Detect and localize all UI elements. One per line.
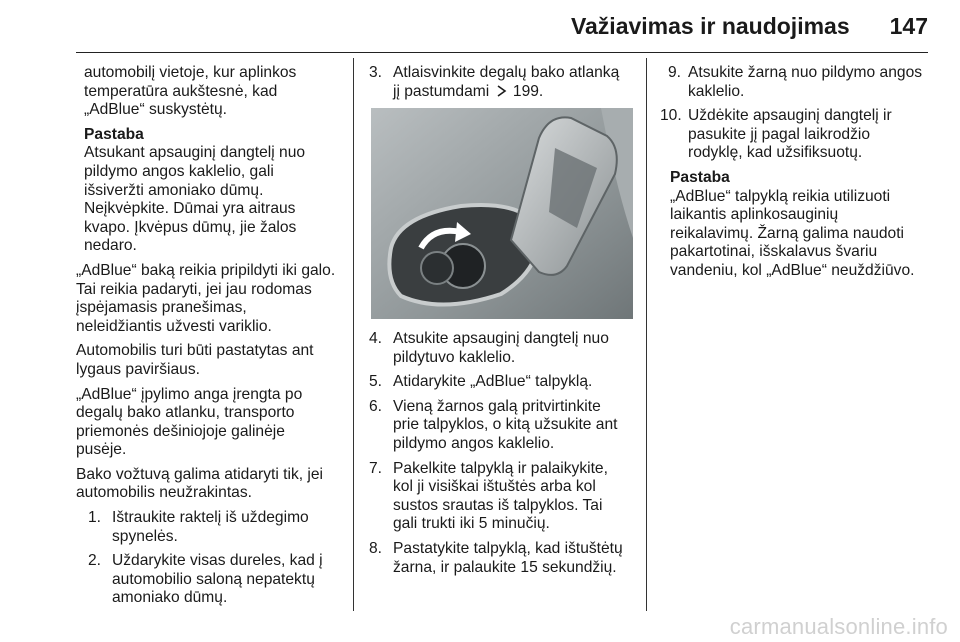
- text-line: automobilį vietoje, kur aplinkos: [84, 64, 297, 81]
- text-line: rodyklę, kad užsifiksuotų.: [688, 144, 863, 162]
- text-line: Neįkvėpkite. Dūmai yra aitraus: [84, 200, 296, 218]
- text-line: amoniako dūmų.: [112, 589, 228, 607]
- step-number: 9.: [668, 64, 682, 81]
- text-line: kaklelio.: [688, 82, 745, 100]
- text-line: pusėje.: [76, 441, 127, 459]
- text-line: „AdBlue“ įpylimo anga įrengta po: [76, 385, 303, 403]
- text-line: degalų bako atlanku, transporto: [76, 404, 295, 422]
- column-divider-2: [646, 58, 647, 611]
- step-list: [369, 64, 639, 101]
- text-line: nedaro.: [84, 237, 137, 255]
- text-line: neleidžiantis užvesti variklio.: [76, 317, 272, 335]
- section-title: Važiavimas ir naudojimas: [570, 12, 850, 39]
- list-item: [369, 540, 641, 577]
- step-number: 5.: [369, 373, 383, 391]
- text-line: Atlaisvinkite degalų bako atlanką: [393, 64, 620, 81]
- step-list: [369, 330, 641, 577]
- column-1: [76, 64, 346, 614]
- list-item: [660, 107, 946, 163]
- text-line: kol ji visiškai ištuštės arba kol: [393, 478, 596, 496]
- text-line: išsiveržti amoniako dūmų.: [84, 181, 264, 199]
- page-number: 147: [889, 12, 928, 39]
- list-item: [369, 64, 639, 101]
- step-list: [660, 64, 946, 163]
- text-line: reikalavimų. Žarną galima naudoti: [670, 224, 905, 242]
- step-list: [76, 509, 346, 608]
- list-item: [369, 398, 641, 454]
- text-line: pildytuvo kaklelio.: [393, 348, 516, 366]
- step-number: 6.: [369, 397, 383, 415]
- fuel-filler-photo: [371, 108, 633, 319]
- text-line: gali trukti iki 5 minučių.: [393, 515, 550, 533]
- text-line: pildymo angos kaklelio.: [393, 434, 555, 452]
- page-ref-arrow-icon[interactable]: [496, 85, 507, 97]
- text-line: Atsukite apsauginį dangtelį nuo: [393, 330, 609, 347]
- text-fragment: jį pastumdami: [393, 82, 490, 100]
- text-line: vandeniu, kol „AdBlue“ neuždžiūvo.: [670, 261, 915, 279]
- text-line: pasukite jį pagal laikrodžio: [688, 125, 871, 143]
- text-line: automobilio saloną nepatektų: [112, 570, 315, 588]
- page-header: [0, 6, 928, 46]
- list-item: [88, 509, 346, 546]
- note-title: Pastaba: [84, 125, 144, 143]
- page-ref[interactable]: 199.: [512, 82, 544, 100]
- paragraph: [76, 386, 346, 460]
- paragraph: [76, 466, 346, 503]
- text-line: pildymo angos kaklelio, gali: [84, 162, 274, 180]
- text-line: Pastatykite talpyklą, kad ištuštėtų: [393, 539, 623, 557]
- text-line: Bako vožtuvą galima atidaryti tik, jei: [76, 465, 324, 483]
- text-line: „AdBlue“ baką reikia pripildyti iki galo.: [76, 261, 336, 279]
- text-line: lygaus paviršiaus.: [76, 360, 200, 378]
- text-line: Uždarykite visas dureles, kad į: [112, 552, 323, 570]
- list-item: [660, 64, 946, 101]
- text-line: Ištraukite raktelį iš uždegimo: [112, 509, 309, 527]
- list-item: [369, 330, 641, 367]
- note-block: [660, 169, 946, 281]
- text-line: Atidarykite „AdBlue“ talpyklą.: [393, 373, 593, 391]
- text-line: kvapo. Įkvėpus dūmų, jie žalos: [84, 218, 297, 236]
- step-number: 10.: [660, 107, 682, 125]
- text-line: Atsukant apsauginį dangtelį nuo: [84, 144, 306, 162]
- text-line: Tai reikia padaryti, jei jau rodomas: [76, 280, 312, 298]
- step-number: 4.: [369, 330, 383, 347]
- text-line: Pakelkite talpyklą ir palaikykite,: [393, 459, 608, 477]
- intro-paragraph: [76, 64, 346, 120]
- list-item: [369, 460, 641, 534]
- list-item: [369, 373, 641, 392]
- note-title: Pastaba: [670, 168, 730, 186]
- text-line: [393, 83, 639, 102]
- text-line: įspėjamasis pranešimas,: [76, 299, 247, 317]
- text-line: žarna, ir palaukite 15 sekundžių.: [393, 558, 617, 576]
- text-line: „AdBlue“ suskystėtų.: [84, 101, 228, 119]
- fuel-filler-illustration: [371, 108, 633, 319]
- header-rule: [76, 52, 928, 53]
- text-line: prie talpyklos, o kitą užsukite ant: [393, 416, 618, 434]
- paragraph: [76, 342, 346, 379]
- note-block: [76, 126, 346, 256]
- text-line: Atsukite žarną nuo pildymo angos: [688, 64, 923, 81]
- column-3: [660, 64, 946, 281]
- step-number: 2.: [88, 552, 102, 570]
- text-line: Vieną žarnos galą pritvirtinkite: [393, 397, 601, 415]
- text-line: automobilis neužrakintas.: [76, 484, 252, 502]
- step-number: 8.: [369, 539, 383, 557]
- step-number: 7.: [369, 459, 383, 477]
- paragraph: [76, 262, 346, 336]
- text-line: priemonės dešiniojoje galinėje: [76, 422, 285, 440]
- list-item: [88, 552, 346, 608]
- text-line: Uždėkite apsauginį dangtelį ir: [688, 107, 892, 125]
- text-line: temperatūra aukštesnė, kad: [84, 82, 278, 100]
- text-line: laikantis aplinkosauginių: [670, 206, 839, 224]
- step-number: 1.: [88, 509, 102, 527]
- text-line: sustos srautas iš talpyklos. Tai: [393, 496, 603, 514]
- site-watermark: carmanualsonline.info: [729, 614, 948, 639]
- text-line: pakartotinai, išskalavus švariu: [670, 243, 878, 261]
- column-2-lower: [369, 330, 641, 583]
- text-line: spynelės.: [112, 527, 178, 545]
- step-number: 3.: [369, 64, 383, 81]
- column-divider-1: [353, 58, 354, 611]
- text-line: „AdBlue“ talpyklą reikia utilizuoti: [670, 187, 891, 205]
- text-line: Automobilis turi būti pastatytas ant: [76, 342, 314, 360]
- column-2: [369, 64, 639, 107]
